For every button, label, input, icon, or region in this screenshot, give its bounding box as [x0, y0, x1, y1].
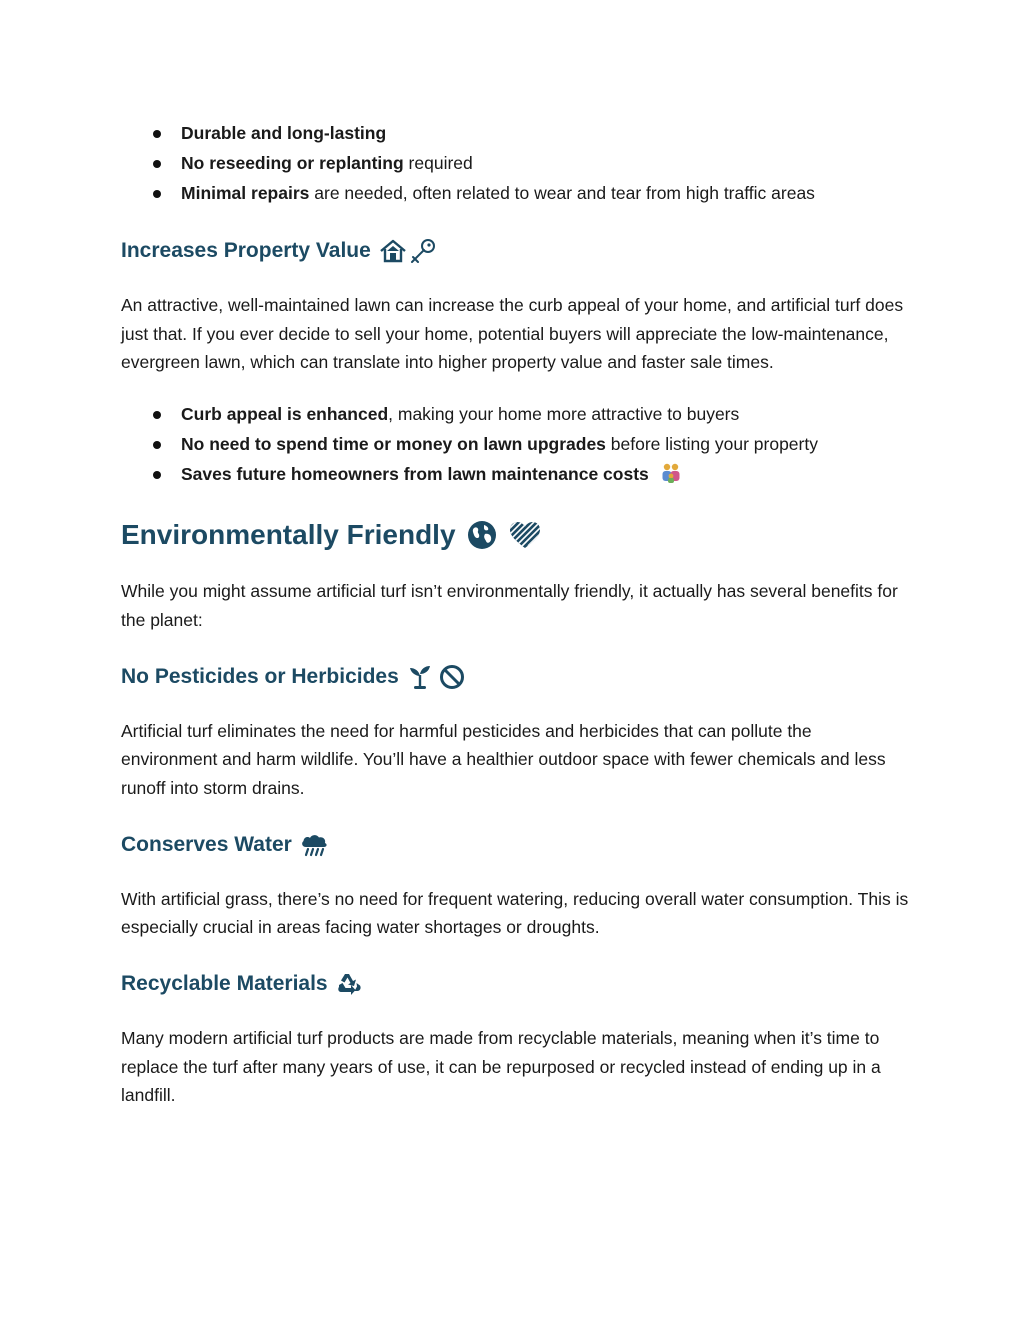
recycle-icon: [336, 972, 362, 996]
water-paragraph: With artificial grass, there’s no need for frequent watering, reducing overall water consumption. This is especially crucial in areas facing water shortages or droughts.: [121, 888, 909, 938]
bullet-dot: [153, 130, 161, 138]
list-item: Minimal repairs are needed, often related to wear and tear from high traffic areas: [121, 178, 911, 208]
key-icon: [409, 238, 437, 264]
recycle-paragraph: Many modern artificial turf products are made from recyclable materials, meaning when it’s time to replace the turf after many years of use, it can be repurposed or recycled instead of ending up in a landfill.: [121, 1028, 881, 1106]
bullet-dot: [153, 411, 161, 419]
list-item: Saves future homeowners from lawn maintenance costs: [121, 459, 911, 489]
list-item: Curb appeal is enhanced, making your home more attractive to buyers: [121, 399, 911, 429]
property-value-list: [121, 399, 911, 489]
house-icon: [379, 239, 407, 263]
environment-paragraph: While you might assume artificial turf isn’t environmentally friendly, it actually has several benefits for the planet:: [121, 581, 898, 630]
section-heading-environment: Environmentally Friendly: [121, 515, 911, 555]
section-heading-recycle: Recyclable Materials: [121, 969, 911, 999]
benefits-list: [121, 118, 911, 208]
prohibited-icon: [439, 664, 465, 690]
section-heading-water: Conserves Water: [121, 830, 911, 860]
section-heading-pesticides: No Pesticides or Herbicides: [121, 662, 911, 692]
rain-cloud-icon: [300, 833, 328, 857]
list-item: No need to spend time or money on lawn upgrades before listing your property: [121, 429, 911, 459]
bullet-dot: [153, 441, 161, 449]
pesticides-paragraph: Artificial turf eliminates the need for harmful pesticides and herbicides that can pollute the environment and harm wildlife. You’ll have a healthier outdoor space with fewer chemicals and less runoff into storm drains.: [121, 720, 886, 798]
bullet-dot: [153, 471, 161, 479]
section-heading-property-value: Increases Property Value: [121, 236, 911, 266]
document-page: [121, 118, 911, 1110]
bullet-dot: [153, 190, 161, 198]
bullet-dot: [153, 160, 161, 168]
family-icon: [660, 462, 682, 484]
property-value-paragraph: An attractive, well-maintained lawn can increase the curb appeal of your home, and artificial turf does just that. If you ever decide to sell your home, potential buyers will appreciate the low-maintenance, evergreen lawn, which can translate into higher property value and faster sale times.: [121, 295, 904, 373]
globe-icon: [466, 519, 498, 551]
heart-icon: [508, 520, 542, 550]
list-item: Durable and long-lasting: [121, 118, 911, 148]
seedling-icon: [409, 664, 431, 690]
list-item: No reseeding or replanting required: [121, 148, 911, 178]
